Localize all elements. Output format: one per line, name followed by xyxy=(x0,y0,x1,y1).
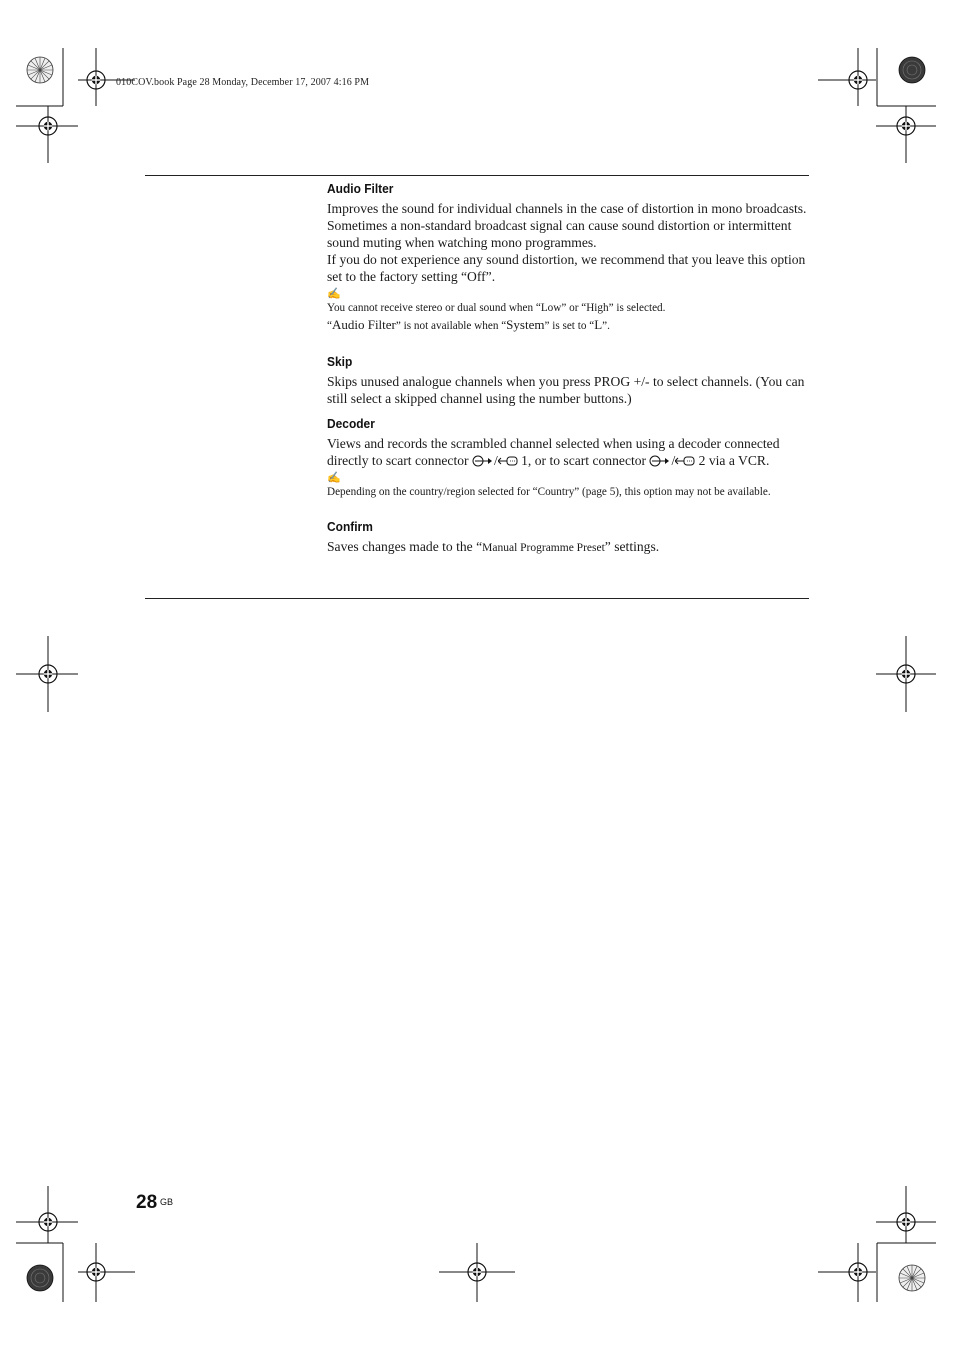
skip-section xyxy=(327,354,812,407)
print-info-header: 010COV.book Page 28 Monday, December 17, 2007 4:16 PM xyxy=(116,77,370,88)
settings-content xyxy=(327,181,812,557)
scart-input-icon xyxy=(649,455,671,467)
color-wheel-icon xyxy=(27,57,53,83)
pencil-note-icon: ✍ xyxy=(327,472,341,484)
decoder-section xyxy=(327,416,812,501)
decoder-title: Decoder xyxy=(327,416,375,431)
scart-output-icon xyxy=(498,455,518,467)
crop-mark-middle xyxy=(16,636,936,712)
audio-filter-title: Audio Filter xyxy=(327,181,394,196)
scart-input-icon xyxy=(472,455,494,467)
skip-description: Skips unused analogue channels when you press PROG +/- to select channels. (You can still select a skipped channel using the number buttons.) xyxy=(327,374,805,406)
audio-filter-note-1: You cannot receive stereo or dual sound when “Low” or “High” is selected. xyxy=(327,302,666,314)
color-wheel-icon xyxy=(899,57,925,83)
audio-filter-section xyxy=(327,181,812,334)
decoder-description: Views and records the scrambled channel selected when using a decoder connected directly to scart connector / 1, or to scart connector / 2 via a VCR. xyxy=(327,436,780,468)
audio-filter-recommendation: If you do not experience any sound distortion, we recommend that you leave this option set to the factory setting “Off”. xyxy=(327,252,806,284)
pencil-note-icon: ✍ xyxy=(327,288,341,300)
page-region-code: GB xyxy=(160,1197,174,1207)
page-number: 28 xyxy=(136,1192,158,1213)
audio-filter-description: Improves the sound for individual channels in the case of distortion in mono broadcasts. Sometimes a non-standard broadcast signal can cause sound distortion or intermittent sound muting when watching mono programmes. xyxy=(327,201,807,250)
confirm-title: Confirm xyxy=(327,518,373,534)
confirm-description: Saves changes made to the “Manual Programme Preset” settings. xyxy=(327,538,660,554)
audio-filter-note-2: “Audio Filter” is not available when “System” is set to “L”. xyxy=(327,316,610,332)
top-rule xyxy=(145,175,809,176)
color-wheel-icon xyxy=(27,1265,53,1291)
color-wheel-icon xyxy=(899,1265,925,1291)
scart-output-icon xyxy=(675,455,695,467)
skip-title: Skip xyxy=(327,354,353,369)
bottom-rule xyxy=(145,598,809,599)
confirm-section xyxy=(327,519,812,557)
decoder-note: Depending on the country/region selected for “Country” (page 5), this option may not be available. xyxy=(327,486,771,498)
